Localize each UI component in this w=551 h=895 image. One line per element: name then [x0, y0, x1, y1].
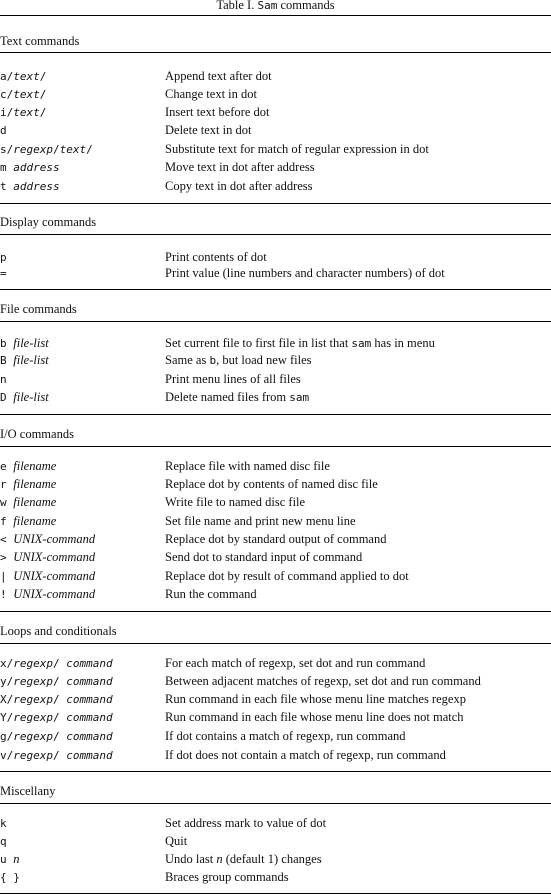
- text-segment: text: [13, 106, 40, 119]
- command-cell: [0, 249, 7, 266]
- text-segment: Substitute text for match of regular expression in dot: [165, 142, 429, 156]
- text-segment: b: [209, 354, 217, 367]
- section-rule: [0, 643, 551, 644]
- command-cell: [0, 141, 93, 158]
- text-segment: Move text in dot after address: [165, 160, 315, 174]
- text-segment: f: [0, 515, 14, 528]
- text-segment: filename: [13, 495, 57, 509]
- text-segment: /: [86, 143, 93, 156]
- text-segment: Run command in each file whose menu line matches regexp: [165, 692, 466, 706]
- command-cell: [0, 265, 7, 282]
- text-segment: file-list: [13, 390, 49, 404]
- text-segment: X/: [0, 693, 14, 706]
- text-segment: u: [0, 853, 14, 866]
- table-row: [0, 371, 551, 389]
- text-segment: y/: [0, 675, 14, 688]
- description-cell: [165, 86, 257, 102]
- text-segment: address: [13, 180, 60, 193]
- text-segment: d: [0, 124, 7, 137]
- table-title-suffix: commands: [280, 0, 335, 12]
- text-segment: /: [53, 693, 67, 706]
- text-segment: /: [39, 70, 47, 83]
- table-row: [0, 476, 551, 494]
- text-segment: If dot does not contain a match of regexp, run command: [165, 748, 446, 762]
- table-row: [0, 352, 551, 370]
- description-cell: [165, 494, 305, 510]
- text-segment: command: [66, 730, 113, 743]
- text-segment: For each match of regexp, set dot and run command: [165, 656, 426, 670]
- table-row: [0, 335, 551, 353]
- table-row: [0, 122, 551, 140]
- text-segment: /: [53, 711, 67, 724]
- command-cell: [0, 68, 46, 85]
- command-cell: [0, 833, 7, 850]
- table-row: [0, 691, 551, 709]
- description-cell: [165, 549, 362, 565]
- description-cell: [165, 141, 429, 157]
- description-cell: [165, 513, 356, 529]
- text-segment: sam: [351, 337, 372, 350]
- text-segment: Set current file to first file in list that: [165, 336, 352, 350]
- section-rule: [0, 321, 551, 322]
- text-segment: Y/: [0, 711, 14, 724]
- text-segment: regexp: [13, 730, 53, 743]
- text-segment: command: [66, 693, 113, 706]
- table-title: [0, 0, 551, 14]
- text-segment: Replace dot by standard output of command: [165, 532, 387, 546]
- command-cell: [0, 568, 95, 585]
- table-row: [0, 265, 551, 283]
- text-segment: text: [59, 143, 87, 156]
- section-heading-display-commands: Display commands: [0, 215, 97, 229]
- command-cell: [0, 747, 113, 764]
- section-rule: [0, 234, 551, 235]
- command-cell: [0, 335, 49, 352]
- command-cell: [0, 104, 46, 121]
- description-cell: [165, 673, 481, 689]
- text-segment: Append text after dot: [165, 69, 272, 83]
- text-segment: command: [66, 657, 113, 670]
- text-segment: !: [0, 588, 14, 601]
- text-segment: m: [0, 161, 14, 174]
- text-segment: Replace file with named disc file: [165, 459, 330, 473]
- text-segment: file-list: [13, 353, 49, 367]
- table-row: [0, 549, 551, 567]
- text-segment: regexp: [13, 711, 53, 724]
- table-row: [0, 728, 551, 746]
- text-segment: UNIX-command: [13, 569, 96, 583]
- command-cell: [0, 513, 56, 530]
- text-segment: i/: [0, 106, 14, 119]
- section-heading-file-commands: File commands: [0, 302, 77, 316]
- text-segment: Write file to named disc file: [165, 495, 306, 509]
- text-segment: Print value (line numbers and character numbers) of dot: [165, 266, 445, 280]
- description-cell: [165, 747, 446, 763]
- command-cell: [0, 728, 113, 745]
- text-segment: Change text in dot: [165, 87, 257, 101]
- table-row: [0, 104, 551, 122]
- table-row: [0, 869, 551, 887]
- text-segment: r: [0, 478, 14, 491]
- text-segment: s/: [0, 143, 14, 156]
- text-segment: Set address mark to value of dot: [165, 816, 327, 830]
- text-segment: g/: [0, 730, 14, 743]
- command-cell: [0, 352, 49, 369]
- top-rule: [0, 15, 551, 16]
- section-heading-text-commands: Text commands: [0, 34, 80, 48]
- command-cell: [0, 691, 113, 708]
- text-segment: regexp: [13, 693, 53, 706]
- description-cell: [165, 335, 435, 352]
- description-cell: [165, 68, 272, 84]
- command-cell: [0, 815, 7, 832]
- table-title-prefix: Table I.: [216, 0, 255, 12]
- table-row: [0, 568, 551, 586]
- section-rule: [0, 893, 551, 894]
- text-segment: has in menu: [371, 336, 435, 350]
- text-segment: { }: [0, 871, 20, 884]
- text-segment: command: [66, 711, 113, 724]
- description-cell: [165, 371, 301, 387]
- table-title-sam: Sam: [257, 0, 278, 12]
- text-segment: e: [0, 460, 14, 473]
- text-segment: c/: [0, 88, 14, 101]
- table-row: [0, 815, 551, 833]
- description-cell: [165, 352, 312, 369]
- description-cell: [165, 851, 322, 867]
- section-rule: [0, 446, 551, 447]
- text-segment: regexp: [13, 143, 53, 156]
- description-cell: [165, 869, 289, 885]
- table-row: [0, 673, 551, 691]
- text-segment: p: [0, 251, 7, 264]
- section-rule: [0, 611, 551, 612]
- text-segment: a/: [0, 70, 14, 83]
- command-cell: [0, 86, 46, 103]
- description-cell: [165, 531, 386, 547]
- command-cell: [0, 494, 56, 511]
- table-row: [0, 586, 551, 604]
- text-segment: Send dot to standard input of command: [165, 550, 363, 564]
- section-heading-miscellany: Miscellany: [0, 784, 56, 798]
- text-segment: Copy text in dot after address: [165, 179, 313, 193]
- text-segment: <: [0, 533, 14, 546]
- text-segment: /: [39, 106, 47, 119]
- description-cell: [165, 691, 466, 707]
- text-segment: Between adjacent matches of regexp, set dot and run command: [165, 674, 481, 688]
- text-segment: filename: [13, 459, 57, 473]
- text-segment: text: [13, 88, 40, 101]
- table-row: [0, 178, 551, 196]
- text-segment: address: [13, 161, 60, 174]
- text-segment: UNIX-command: [13, 587, 96, 601]
- text-segment: Print menu lines of all files: [165, 372, 301, 386]
- command-cell: [0, 851, 20, 868]
- text-segment: Delete text in dot: [165, 123, 252, 137]
- text-segment: q: [0, 835, 7, 848]
- description-cell: [165, 476, 378, 492]
- section-rule: [0, 414, 551, 415]
- section-rule: [0, 771, 551, 772]
- command-cell: [0, 673, 113, 690]
- text-segment: Delete named files from: [165, 390, 290, 404]
- description-cell: [165, 178, 313, 194]
- text-segment: /: [53, 749, 67, 762]
- table-row: [0, 655, 551, 673]
- text-segment: n: [13, 852, 20, 866]
- text-segment: Undo last: [165, 852, 217, 866]
- text-segment: x/: [0, 657, 14, 670]
- section-rule: [0, 203, 551, 204]
- table-row: [0, 458, 551, 476]
- text-segment: n: [216, 852, 223, 866]
- text-segment: regexp: [13, 657, 53, 670]
- section-heading-loops-and-conditionals: Loops and conditionals: [0, 624, 117, 638]
- text-segment: Quit: [165, 834, 188, 848]
- table-row: [0, 851, 551, 869]
- description-cell: [165, 389, 309, 406]
- description-cell: [165, 709, 464, 725]
- command-cell: [0, 122, 7, 139]
- table-row: [0, 747, 551, 765]
- command-cell: [0, 531, 95, 548]
- command-cell: [0, 458, 56, 475]
- text-segment: , but load new files: [216, 353, 312, 367]
- text-segment: text: [13, 70, 40, 83]
- section-rule: [0, 52, 551, 53]
- text-segment: UNIX-command: [13, 550, 96, 564]
- command-cell: [0, 476, 56, 493]
- section-heading-i-o-commands: I/O commands: [0, 427, 74, 441]
- description-cell: [165, 249, 267, 265]
- text-segment: /: [53, 143, 60, 156]
- text-segment: regexp: [13, 749, 53, 762]
- description-cell: [165, 568, 409, 584]
- table-row: [0, 68, 551, 86]
- command-cell: [0, 709, 113, 726]
- description-cell: [165, 655, 425, 671]
- command-cell: [0, 655, 113, 672]
- description-cell: [165, 833, 187, 849]
- text-segment: UNIX-command: [13, 532, 96, 546]
- table-row: [0, 494, 551, 512]
- section-rule: [0, 803, 551, 804]
- command-cell: [0, 869, 20, 886]
- text-segment: filename: [13, 514, 57, 528]
- command-cell: [0, 389, 49, 406]
- text-segment: If dot contains a match of regexp, run command: [165, 729, 406, 743]
- description-cell: [165, 265, 445, 281]
- description-cell: [165, 122, 251, 138]
- text-segment: command: [66, 749, 113, 762]
- command-cell: [0, 178, 60, 195]
- description-cell: [165, 586, 257, 602]
- description-cell: [165, 104, 269, 120]
- table-row: [0, 389, 551, 407]
- text-segment: Braces group commands: [165, 870, 289, 884]
- text-segment: Replace dot by contents of named disc file: [165, 477, 378, 491]
- text-segment: D: [0, 391, 14, 404]
- text-segment: B: [0, 354, 14, 367]
- text-segment: Insert text before dot: [165, 105, 270, 119]
- table-row: [0, 141, 551, 159]
- text-segment: =: [0, 267, 7, 280]
- command-cell: [0, 159, 60, 176]
- command-cell: [0, 371, 7, 388]
- text-segment: n: [0, 373, 7, 386]
- text-segment: Print contents of dot: [165, 250, 267, 264]
- text-segment: k: [0, 817, 7, 830]
- text-segment: Run command in each file whose menu line does not match: [165, 710, 464, 724]
- text-segment: w: [0, 496, 14, 509]
- description-cell: [165, 815, 326, 831]
- command-cell: [0, 586, 95, 603]
- table-row: [0, 86, 551, 104]
- text-segment: regexp: [13, 675, 53, 688]
- text-segment: filename: [13, 477, 57, 491]
- text-segment: v/: [0, 749, 14, 762]
- section-rule: [0, 289, 551, 290]
- text-segment: Same as: [165, 353, 210, 367]
- text-segment: sam: [289, 391, 310, 404]
- text-segment: Run the command: [165, 587, 257, 601]
- text-segment: /: [53, 730, 67, 743]
- text-segment: /: [53, 657, 67, 670]
- text-segment: |: [0, 570, 14, 583]
- text-segment: t: [0, 180, 14, 193]
- text-segment: b: [0, 337, 14, 350]
- text-segment: /: [39, 88, 47, 101]
- description-cell: [165, 458, 330, 474]
- description-cell: [165, 159, 315, 175]
- text-segment: file-list: [13, 336, 49, 350]
- table-row: [0, 833, 551, 851]
- table-row: [0, 159, 551, 177]
- text-segment: Set file name and print new menu line: [165, 514, 356, 528]
- table-row: [0, 709, 551, 727]
- command-cell: [0, 549, 95, 566]
- text-segment: Replace dot by result of command applied to dot: [165, 569, 409, 583]
- table-row: [0, 531, 551, 549]
- text-segment: /: [53, 675, 67, 688]
- text-segment: (default 1) changes: [222, 852, 322, 866]
- text-segment: >: [0, 551, 14, 564]
- table-row: [0, 513, 551, 531]
- text-segment: command: [66, 675, 113, 688]
- description-cell: [165, 728, 406, 744]
